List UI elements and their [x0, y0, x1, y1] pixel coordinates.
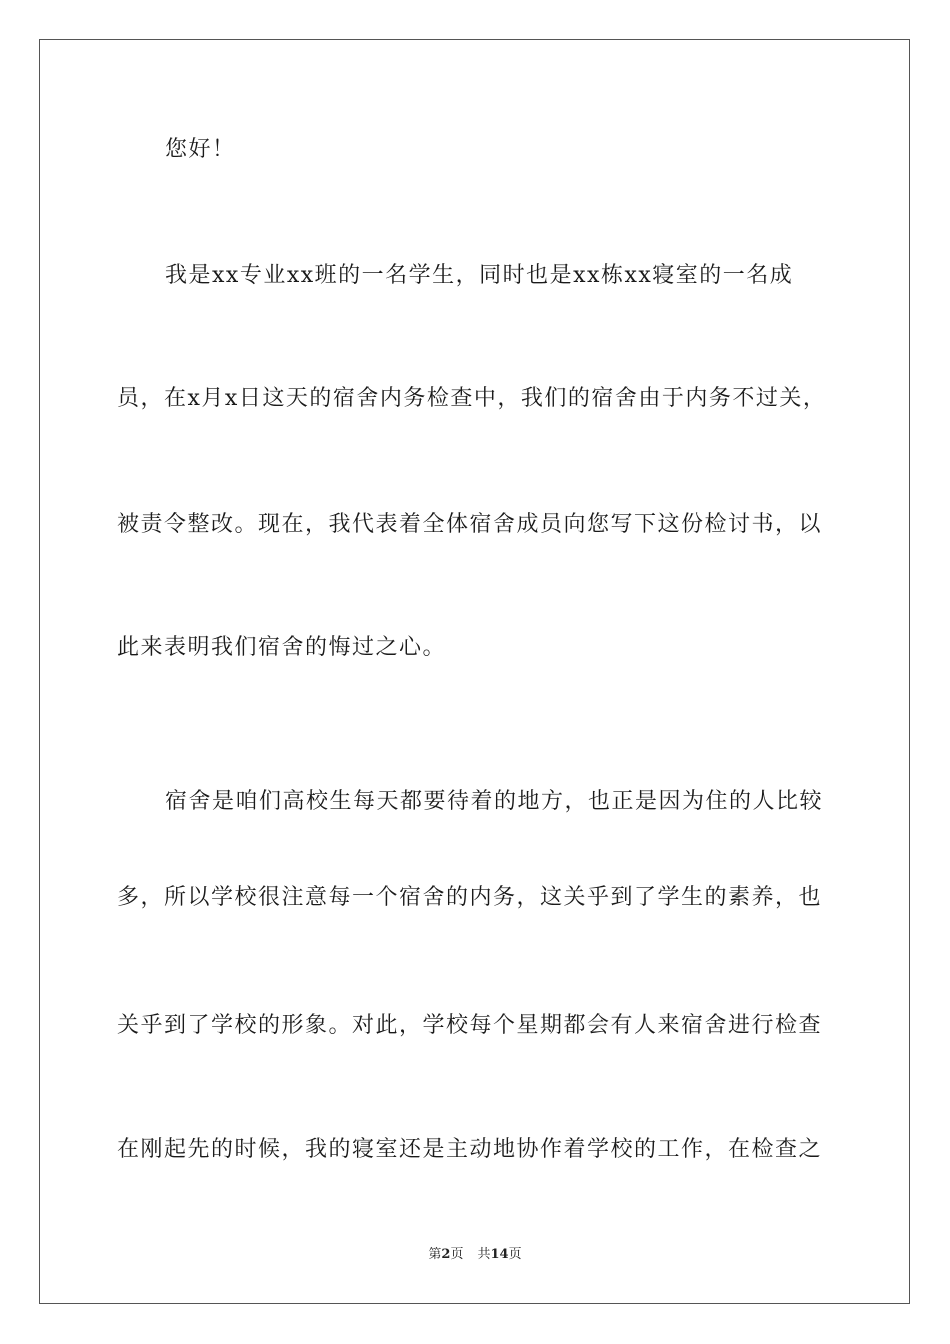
page-border	[39, 39, 910, 1304]
paragraph-1-line-3: 被责令整改。现在，我代表着全体宿舍成员向您写下这份检讨书，以	[117, 512, 823, 537]
paragraph-2-line-3: 关乎到了学校的形象。对此，学校每个星期都会有人来宿舍进行检查	[117, 1013, 823, 1038]
footer-total-pages: 14	[490, 1247, 509, 1262]
paragraph-2-line-2: 多，所以学校很注意每一个宿舍的内务，这关乎到了学生的素养，也	[117, 885, 823, 910]
footer-page-number: 2	[441, 1247, 451, 1262]
footer-page-suffix: 页	[450, 1247, 464, 1262]
paragraph-2-line-4: 在刚起先的时候，我的寝室还是主动地协作着学校的工作，在检查之	[117, 1137, 823, 1162]
footer-total-prefix: 共	[477, 1247, 491, 1262]
paragraph-1-line-2: 员，在x月x日这天的宿舍内务检查中，我们的宿舍由于内务不过关，	[117, 386, 827, 411]
paragraph-1-line-4: 此来表明我们宿舍的悔过之心。	[117, 635, 447, 660]
footer-total-suffix: 页	[508, 1247, 522, 1262]
page-footer	[0, 1247, 950, 1263]
paragraph-1-line-1: 我是xx专业xx班的一名学生，同时也是xx栋xx寝室的一名成	[165, 263, 794, 288]
footer-page-prefix: 第	[428, 1247, 442, 1262]
paragraph-2-line-1: 宿舍是咱们高校生每天都要待着的地方，也正是因为住的人比较	[165, 789, 824, 814]
salutation: 您好！	[165, 137, 236, 162]
